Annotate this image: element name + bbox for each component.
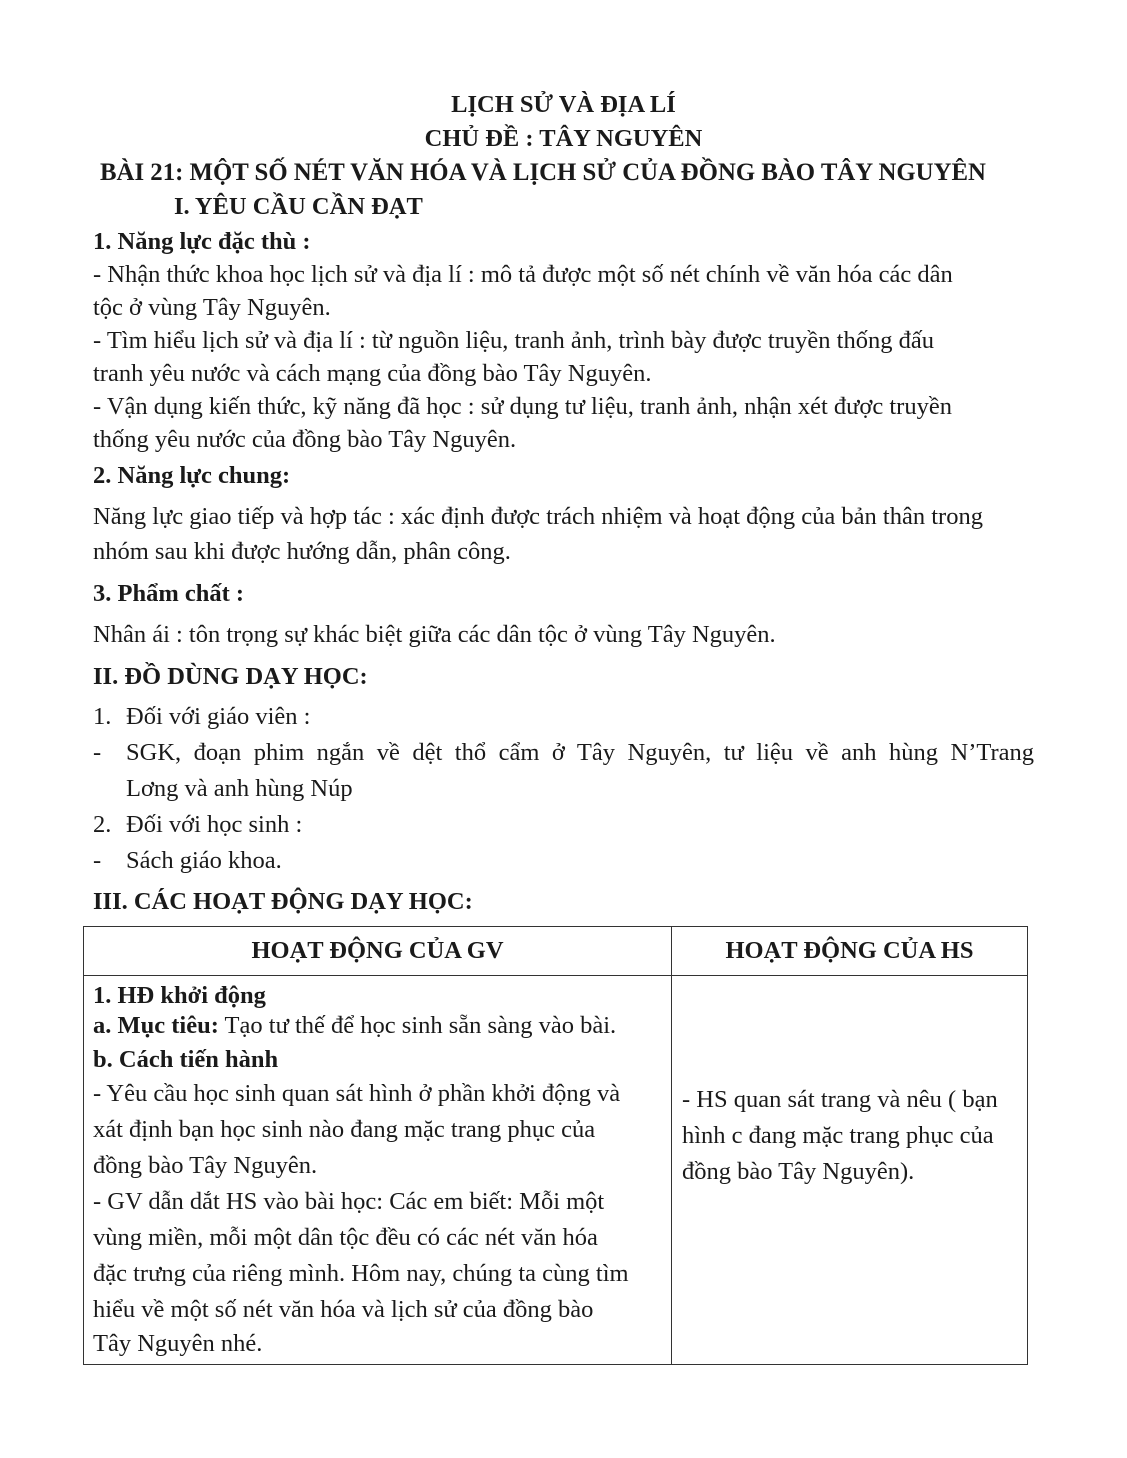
subject-title: LỊCH SỬ VÀ ĐỊA LÍ: [451, 91, 676, 118]
activities-table: [83, 926, 1028, 1365]
teacher-heading: Đối với giáo viên :: [126, 703, 311, 730]
quality-heading: 3. Phẩm chất :: [93, 580, 245, 607]
table-header-row: [84, 927, 1028, 976]
goal-text: Tạo tư thế để học sinh sẵn sàng vào bài.: [218, 1012, 617, 1039]
method-heading: b. Cách tiến hành: [93, 1046, 279, 1073]
teacher-activity-line: hiểu về một số nét văn hóa và lịch sử của đồng bào: [93, 1296, 594, 1323]
teacher-number: 1.: [93, 703, 112, 730]
teacher-activity-line: - GV dẫn dắt HS vào bài học: Các em biết: Mỗi một: [93, 1188, 605, 1215]
teacher-activity-cell: [84, 976, 672, 1365]
column-header-teacher: HOẠT ĐỘNG CỦA GV: [84, 927, 672, 976]
student-activity-line: đồng bào Tây Nguyên).: [682, 1158, 915, 1185]
teacher-activity-line: Tây Nguyên nhé.: [93, 1330, 263, 1357]
student-number: 2.: [93, 811, 112, 838]
column-header-student: HOẠT ĐỘNG CỦA HS: [672, 927, 1028, 976]
bullet-dash: -: [93, 739, 102, 766]
competence-line: - Tìm hiểu lịch sử và địa lí : từ nguồn liệu, tranh ảnh, trình bày được truyền thống đấu: [93, 327, 934, 354]
teacher-item-line: Lơng và anh hùng Núp: [126, 775, 353, 802]
competence-line: thống yêu nước của đồng bào Tây Nguyên.: [93, 426, 517, 453]
teacher-item-line: SGK, đoạn phim ngắn về dệt thổ cẩm ở Tây Nguyên, tư liệu về anh hùng N’Trang: [126, 739, 1034, 766]
competence-line: - Nhận thức khoa học lịch sử và địa lí : mô tả được một số nét chính về văn hóa các dân: [93, 261, 953, 288]
section-1-title: I. YÊU CẦU CẦN ĐẠT: [174, 193, 423, 220]
general-competence-line: nhóm sau khi được hướng dẫn, phân công.: [93, 538, 511, 565]
goal-label: a. Mục tiêu:: [93, 1012, 219, 1039]
lesson-title: BÀI 21: MỘT SỐ NÉT VĂN HÓA VÀ LỊCH SỬ CỦA ĐỒNG BÀO TÂY NGUYÊN: [100, 159, 986, 186]
student-heading: Đối với học sinh :: [126, 811, 303, 838]
general-competence-heading: 2. Năng lực chung:: [93, 462, 291, 489]
activity-heading: 1. HĐ khởi động: [93, 982, 266, 1009]
section-3-title: III. CÁC HOẠT ĐỘNG DẠY HỌC:: [93, 888, 473, 915]
goal-line: [93, 1008, 616, 1044]
specific-competence-heading: 1. Năng lực đặc thù :: [93, 228, 311, 255]
quality-line: Nhân ái : tôn trọng sự khác biệt giữa các dân tộc ở vùng Tây Nguyên.: [93, 621, 776, 648]
teacher-activity-line: đồng bào Tây Nguyên.: [93, 1152, 318, 1179]
bullet-dash: -: [93, 847, 102, 874]
competence-line: tranh yêu nước và cách mạng của đồng bào Tây Nguyên.: [93, 360, 652, 387]
teacher-activity-line: vùng miền, mỗi một dân tộc đều có các nét văn hóa: [93, 1224, 598, 1251]
competence-line: - Vận dụng kiến thức, kỹ năng đã học : sử dụng tư liệu, tranh ảnh, nhận xét được truyền: [93, 393, 952, 420]
topic-title: CHỦ ĐỀ : TÂY NGUYÊN: [424, 125, 703, 152]
student-activity-cell: [672, 976, 1028, 1365]
teacher-activity-line: - Yêu cầu học sinh quan sát hình ở phần khởi động và: [93, 1080, 621, 1107]
teacher-activity-line: xát định bạn học sinh nào đang mặc trang phục của: [93, 1116, 596, 1143]
student-item: Sách giáo khoa.: [126, 847, 282, 874]
competence-line: tộc ở vùng Tây Nguyên.: [93, 294, 331, 321]
teacher-activity-line: đặc trưng của riêng mình. Hôm nay, chúng ta cùng tìm: [93, 1260, 629, 1287]
student-activity-line: - HS quan sát trang và nêu ( bạn: [682, 1086, 998, 1113]
general-competence-line: Năng lực giao tiếp và hợp tác : xác định được trách nhiệm và hoạt động của bản thân trong: [93, 503, 983, 530]
student-activity-line: hình c đang mặc trang phục của: [682, 1122, 994, 1149]
section-2-title: II. ĐỒ DÙNG DẠY HỌC:: [93, 663, 368, 690]
table-row: [84, 976, 1028, 1365]
